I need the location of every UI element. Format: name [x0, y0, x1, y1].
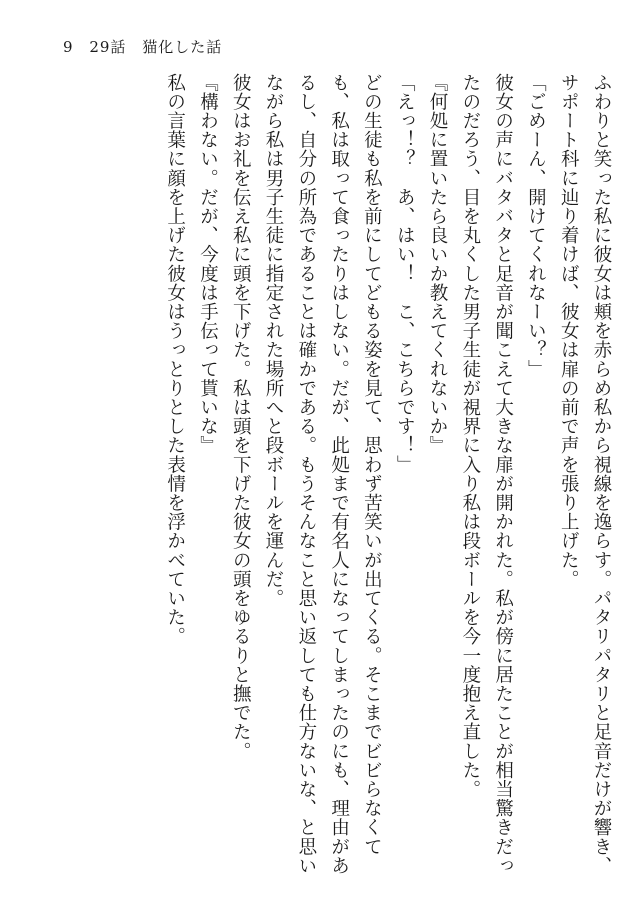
paragraph: 『何処に置いたら良いか教えてくれないか』 [427, 73, 449, 455]
paragraph: ふわりと笑った私に彼女は頬を赤らめ私から視線を逸らす。パタリパタリと足音だけが響き、 [591, 73, 612, 876]
paragraph: 彼女はお礼を伝え私に頭を下げた。私は頭を下げた彼女の頭をゆるりと撫でた。 [230, 73, 252, 761]
vertical-body-text [77, 73, 617, 883]
paragraph: どの生徒も私を前にしてどもる姿を見て、思わず苦笑いが出てくる。そこまでビビらなくても、私は取って食ったりはしない。だが、此処まで有名人になってしまったのにも、理由があるし、自分の所為であることは確かである。もうそんなこと思い返しても仕方ないな、と思いながら私は男子生徒に指定された場所へと段ボールを運んだ。 [263, 73, 383, 876]
paragraph: 『構わない。だが、今度は手伝って貰いな』 [197, 73, 219, 455]
page-number: 9 [63, 38, 74, 56]
paragraph: 「えっ！？ あ、はい！ こ、こちらです！」 [394, 73, 416, 475]
chapter-number: 29話 [89, 38, 127, 56]
paragraph: 私の言葉に顔を上げた彼女はうっとりとした表情を浮かべていた。 [164, 73, 186, 646]
paragraph: 「ごめーん、開けてくれなーい？」 [525, 73, 547, 379]
paragraph: 彼女の声にバタバタと足音が聞こえて大きな扉が開かれた。私が傍に居たことが相当驚きだったのだろう、目を丸くした男子生徒が視界に入り私は段ボールを今一度抱え直した。 [459, 73, 514, 876]
chapter-title: 猫化した話 [142, 38, 223, 56]
page-header [63, 36, 232, 57]
paragraph: サポート科に辿り着けば、彼女は扉の前で声を張り上げた。 [558, 73, 580, 589]
